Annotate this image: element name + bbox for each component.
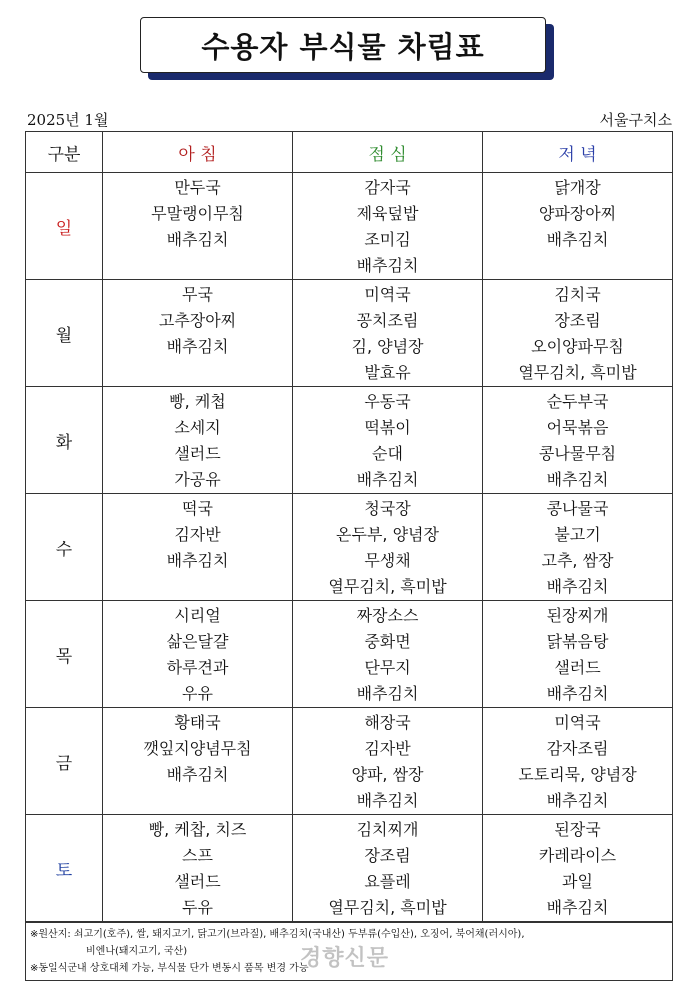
menu-item: 열무김치, 흑미밥 xyxy=(328,898,447,917)
origin-note-line1: ※원산지: 쇠고기(호주), 쌀, 돼지고기, 닭고기(브라질), 배추김치(국내산) 두부류(수입산), 오징어, 북어채(러시아), xyxy=(30,929,525,940)
lunch-cell xyxy=(293,173,483,280)
menu-item: 배추김치 xyxy=(166,230,229,249)
menu-item: 중화면 xyxy=(364,632,411,651)
menu-item: 우동국 xyxy=(364,392,411,411)
menu-item: 양파, 쌈장 xyxy=(351,765,424,784)
menu-item: 고추장아찌 xyxy=(158,311,237,330)
menu-item: 순두부국 xyxy=(546,392,609,411)
dinner-cell xyxy=(483,815,673,923)
day-row xyxy=(26,387,673,494)
menu-item: 배추김치 xyxy=(356,256,419,275)
menu-item: 고추, 쌈장 xyxy=(541,551,614,570)
menu-item: 배추김치 xyxy=(166,765,229,784)
menu-item: 배추김치 xyxy=(356,791,419,810)
day-label: 목 xyxy=(26,601,103,708)
title-box xyxy=(140,17,546,73)
menu-item: 발효유 xyxy=(364,363,411,382)
day-row xyxy=(26,601,673,708)
menu-item: 배추김치 xyxy=(546,230,609,249)
menu-item: 해장국 xyxy=(364,713,411,732)
lunch-cell xyxy=(293,708,483,815)
menu-item: 우유 xyxy=(182,684,213,703)
breakfast-cell xyxy=(103,494,293,601)
breakfast-cell xyxy=(103,601,293,708)
menu-item: 삶은달걀 xyxy=(166,632,229,651)
lunch-cell xyxy=(293,494,483,601)
menu-item: 김치국 xyxy=(554,285,601,304)
day-row xyxy=(26,173,673,280)
menu-item: 꽁치조림 xyxy=(356,311,419,330)
day-row xyxy=(26,815,673,923)
day-label: 일 xyxy=(26,173,103,280)
menu-item: 빵, 케첩 xyxy=(169,392,226,411)
breakfast-cell xyxy=(103,173,293,280)
menu-item: 감자조림 xyxy=(546,739,609,758)
menu-table xyxy=(25,131,673,981)
menu-item: 두유 xyxy=(182,898,213,917)
dinner-cell xyxy=(483,708,673,815)
facility-label: 서울구치소 xyxy=(599,111,672,129)
substitution-note: ※동일식군내 상호대체 가능, 부식물 단가 변동시 품목 변경 가능 xyxy=(30,963,309,974)
dinner-cell xyxy=(483,601,673,708)
day-row xyxy=(26,494,673,601)
menu-item: 배추김치 xyxy=(546,898,609,917)
header-category: 구분 xyxy=(26,132,103,173)
lunch-cell xyxy=(293,280,483,387)
period-label: 2025년 1월 xyxy=(27,111,109,129)
menu-item: 김치찌개 xyxy=(356,820,419,839)
menu-item: 배추김치 xyxy=(356,470,419,489)
menu-item: 가공유 xyxy=(174,470,221,489)
header-lunch: 점 심 xyxy=(293,132,483,173)
header-dinner: 저 녁 xyxy=(483,132,673,173)
menu-item: 무생채 xyxy=(364,551,411,570)
breakfast-cell xyxy=(103,280,293,387)
menu-item: 닭개장 xyxy=(554,178,601,197)
day-row xyxy=(26,280,673,387)
origin-note-line2: 비엔나(돼지고기, 국산) xyxy=(86,946,188,957)
menu-item: 조미김 xyxy=(364,230,411,249)
menu-item: 배추김치 xyxy=(356,684,419,703)
menu-item: 감자국 xyxy=(364,178,411,197)
lunch-cell xyxy=(293,387,483,494)
menu-item: 빵, 케찹, 치즈 xyxy=(148,820,247,839)
menu-item: 단무지 xyxy=(364,658,411,677)
menu-item: 무국 xyxy=(182,285,213,304)
menu-item: 미역국 xyxy=(554,713,601,732)
menu-item: 샐러드 xyxy=(174,444,221,463)
menu-item: 황태국 xyxy=(174,713,221,732)
menu-item: 장조림 xyxy=(364,846,411,865)
day-row xyxy=(26,708,673,815)
menu-item: 떡볶이 xyxy=(364,418,411,437)
menu-item: 양파장아찌 xyxy=(538,204,617,223)
menu-item: 미역국 xyxy=(364,285,411,304)
menu-item: 김, 양념장 xyxy=(351,337,424,356)
day-label: 금 xyxy=(26,708,103,815)
menu-item: 만두국 xyxy=(174,178,221,197)
menu-item: 배추김치 xyxy=(166,337,229,356)
day-label: 수 xyxy=(26,494,103,601)
menu-item: 제육덮밥 xyxy=(356,204,419,223)
newspaper-watermark: 경향신문 xyxy=(300,946,390,971)
menu-item: 된장찌개 xyxy=(546,606,609,625)
menu-item: 배추김치 xyxy=(166,551,229,570)
menu-item: 카레라이스 xyxy=(538,846,617,865)
menu-item: 샐러드 xyxy=(174,872,221,891)
menu-item: 스프 xyxy=(182,846,213,865)
lunch-cell xyxy=(293,601,483,708)
header-row xyxy=(26,132,673,173)
menu-item: 김자반 xyxy=(174,525,221,544)
day-label: 월 xyxy=(26,280,103,387)
menu-item: 김자반 xyxy=(364,739,411,758)
menu-item: 과일 xyxy=(562,872,593,891)
breakfast-cell xyxy=(103,708,293,815)
menu-item: 장조림 xyxy=(554,311,601,330)
menu-item: 도토리묵, 양념장 xyxy=(518,765,637,784)
day-label: 화 xyxy=(26,387,103,494)
breakfast-cell xyxy=(103,815,293,923)
menu-item: 된장국 xyxy=(554,820,601,839)
menu-item: 배추김치 xyxy=(546,684,609,703)
menu-item: 배추김치 xyxy=(546,791,609,810)
menu-item: 열무김치, 흑미밥 xyxy=(518,363,637,382)
menu-item: 무말랭이무침 xyxy=(151,204,244,223)
menu-item: 콩나물국 xyxy=(546,499,609,518)
menu-item: 짜장소스 xyxy=(356,606,419,625)
menu-item: 시리얼 xyxy=(174,606,221,625)
menu-item: 콩나물무침 xyxy=(538,444,617,463)
menu-item: 열무김치, 흑미밥 xyxy=(328,577,447,596)
menu-item: 온두부, 양념장 xyxy=(336,525,439,544)
dinner-cell xyxy=(483,280,673,387)
menu-item: 순대 xyxy=(372,444,403,463)
menu-item: 배추김치 xyxy=(546,470,609,489)
menu-item: 불고기 xyxy=(554,525,601,544)
menu-item: 청국장 xyxy=(364,499,411,518)
breakfast-cell xyxy=(103,387,293,494)
menu-item: 어묵볶음 xyxy=(546,418,609,437)
day-label: 토 xyxy=(26,815,103,923)
menu-item: 배추김치 xyxy=(546,577,609,596)
menu-item: 요플레 xyxy=(364,872,411,891)
menu-item: 오이양파무침 xyxy=(531,337,624,356)
menu-item: 닭볶음탕 xyxy=(546,632,609,651)
menu-item: 소세지 xyxy=(174,418,221,437)
dinner-cell xyxy=(483,173,673,280)
dinner-cell xyxy=(483,387,673,494)
dinner-cell xyxy=(483,494,673,601)
menu-item: 깻잎지양념무침 xyxy=(143,739,252,758)
menu-item: 하루견과 xyxy=(166,658,229,677)
menu-item: 샐러드 xyxy=(554,658,601,677)
menu-item: 떡국 xyxy=(182,499,213,518)
header-breakfast: 아 침 xyxy=(103,132,293,173)
lunch-cell xyxy=(293,815,483,923)
page-title: 수용자 부식물 차림표 xyxy=(201,29,485,64)
